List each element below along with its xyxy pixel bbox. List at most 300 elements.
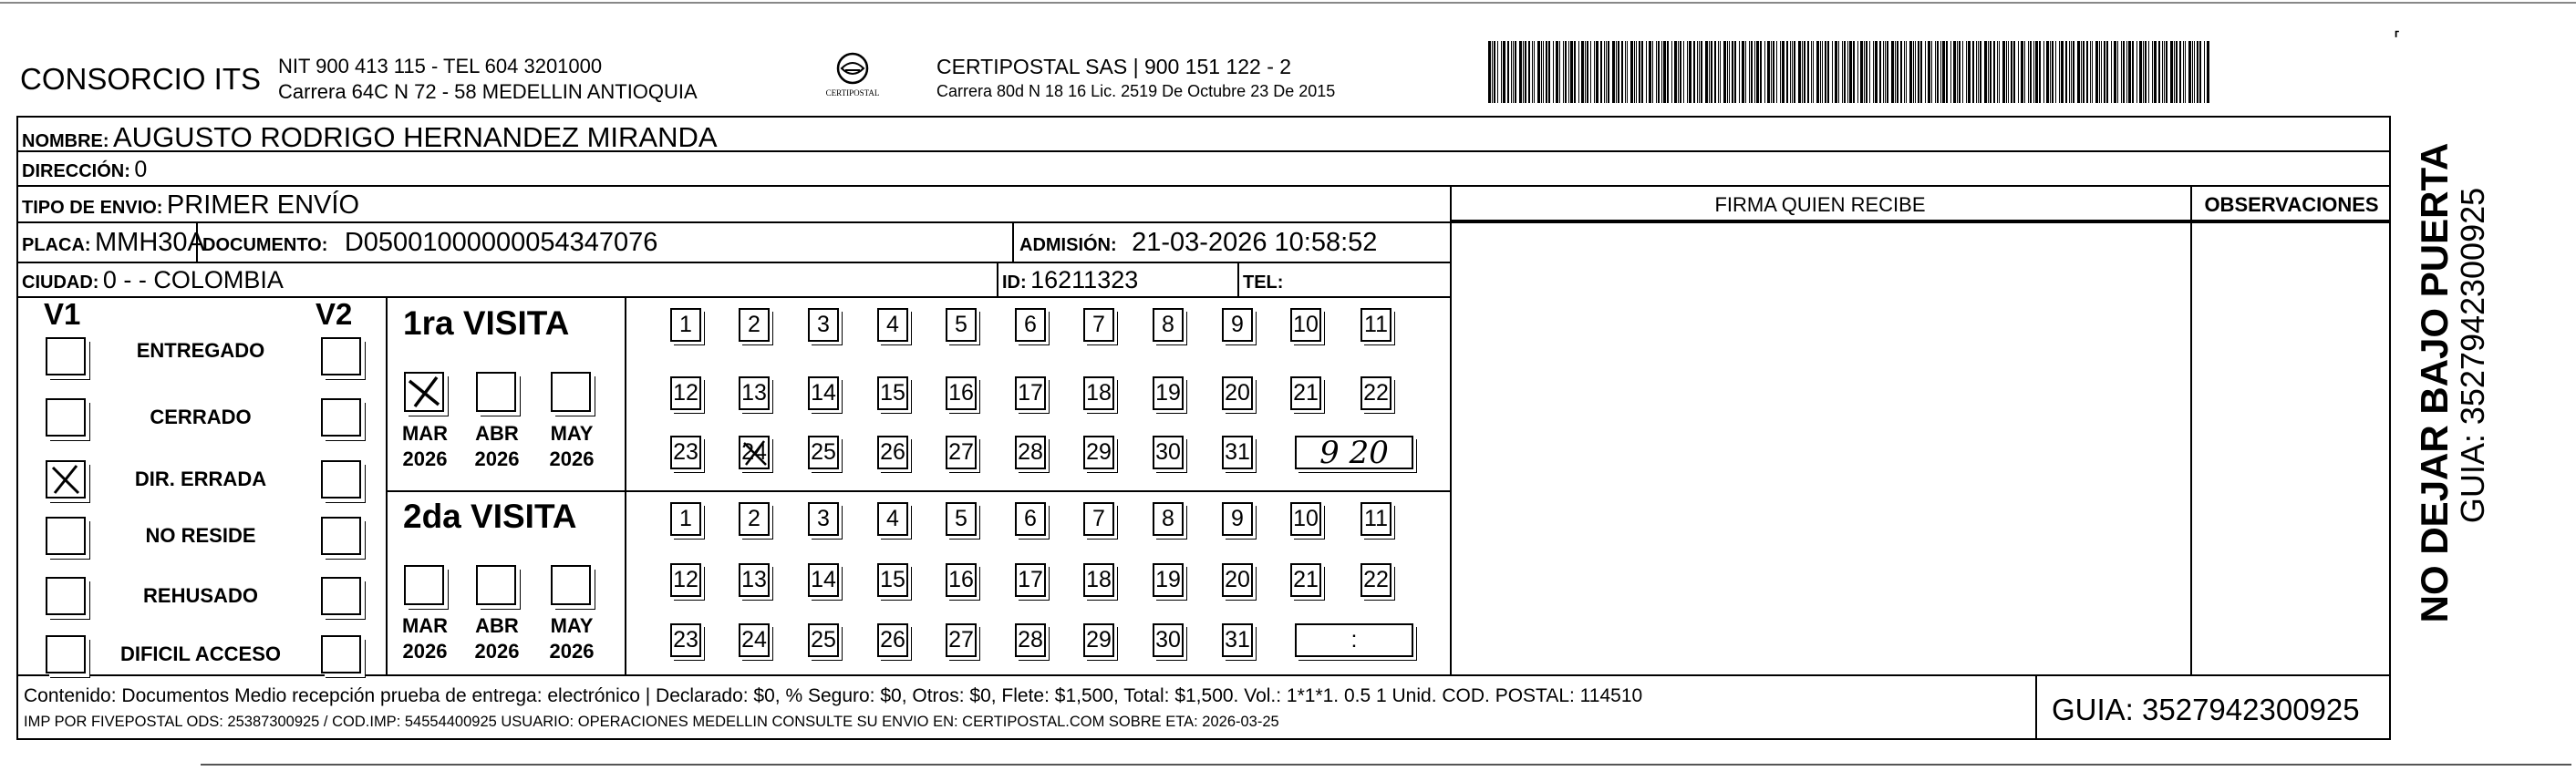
day-box[interactable] [808,308,839,342]
barcode-bar [1860,41,1863,103]
barcode-bar [2128,41,2131,103]
v1-checkbox[interactable] [46,635,86,673]
barcode-bar [1920,41,1922,103]
status-label: ENTREGADO [136,339,265,362]
day-box[interactable] [1153,436,1184,469]
day-box[interactable] [877,623,908,657]
barcode-bar [2207,41,2209,103]
barcode-bar [1966,41,1967,103]
second-visit-title: 2da VISITA [403,498,577,535]
barcode-bar [1739,41,1740,103]
barcode-bar [1925,41,1926,103]
barcode-bar [1857,41,1858,103]
v2-header: V2 [316,297,353,331]
day-number: 15 [880,567,905,592]
barcode-bar [1548,41,1550,103]
day-box[interactable] [670,436,701,469]
barcode-bar [1895,41,1896,103]
barcode-bar [1825,41,1826,103]
barcode-bar [1553,41,1554,103]
day-box[interactable] [1360,502,1391,536]
day-box[interactable] [1153,623,1184,657]
barcode-bar [2024,41,2025,103]
barcode-bar [1807,41,1809,103]
day-number: 3 [817,506,830,531]
barcode-bar [1962,41,1963,103]
day-box[interactable] [1222,376,1253,410]
barcode-bar [1671,41,1672,103]
admision-label: ADMISIÓN: [1019,235,1117,255]
day-box[interactable] [877,376,908,410]
barcode-bar [1581,41,1584,103]
barcode-bar [1832,41,1833,103]
month-name: ABR [475,614,519,637]
barcode-bar [2013,41,2015,103]
v2-checkbox[interactable] [321,398,361,437]
day-number: 4 [886,312,899,337]
barcode-bar [1565,41,1567,103]
barcode-bar [1790,41,1791,103]
placa-label: PLACA: [22,235,91,255]
barcode-bar [1913,41,1914,103]
day-number: 10 [1293,312,1319,337]
day-box[interactable] [1015,563,1046,597]
day-number: 27 [948,627,974,653]
barcode-bar [1842,41,1843,103]
v1-checkbox[interactable] [46,577,86,615]
barcode-bar [1604,41,1605,103]
day-box[interactable] [1083,623,1114,657]
barcode-bar [2143,41,2144,103]
barcode-bar [1940,41,1941,103]
day-number: 7 [1092,312,1105,337]
day-box[interactable] [1015,376,1046,410]
day-box[interactable] [1015,623,1046,657]
barcode-bar [2152,41,2153,103]
barcode-bar [2052,41,2054,103]
day-number: 18 [1086,380,1112,406]
barcode-bar [1909,41,1912,103]
month-checkbox[interactable] [404,565,444,605]
day-number: 31 [1225,439,1250,465]
barcode-bar [2174,41,2175,103]
day-box[interactable] [1083,308,1114,342]
barcode-bar [1988,41,1989,103]
day-box[interactable] [670,308,701,342]
barcode-bar [2106,41,2108,103]
barcode-bar [2185,41,2186,103]
barcode-bar [2071,41,2072,103]
day-number: 14 [811,567,836,592]
barcode-bar [1864,41,1865,103]
barcode-bar [2077,41,2080,103]
month-year: 2026 [402,640,448,663]
tipo-envio-label: TIPO DE ENVIO: [22,198,163,218]
barcode-bar [1494,41,1495,103]
v2-checkbox[interactable] [321,635,361,673]
day-box[interactable] [1222,623,1253,657]
barcode-bar [1618,41,1619,103]
day-number: 22 [1363,567,1389,592]
day-box[interactable] [1222,502,1253,536]
barcode-bar [1523,41,1524,103]
barcode-bar [1729,41,1730,103]
barcode-bar [2050,41,2051,103]
day-box[interactable] [1083,502,1114,536]
day-number: 5 [955,506,967,531]
barcode-bar [1687,41,1688,103]
day-number: 23 [673,439,698,465]
day-number: 13 [741,380,767,406]
day-box[interactable] [1290,308,1321,342]
day-box[interactable] [1290,563,1321,597]
barcode-bar [1984,41,1987,103]
barcode-bar [1492,41,1493,103]
day-number: 20 [1225,567,1250,592]
barcode-bar [1942,41,1945,103]
barcode-bar [2011,41,2012,103]
corner-mark: ⸢ [2394,29,2401,49]
day-box[interactable] [739,436,770,469]
day-number: 5 [955,312,967,337]
day-box[interactable] [1222,308,1253,342]
barcode-bar [2099,41,2100,103]
barcode-bar [1957,41,1958,103]
barcode-bar [2008,41,2009,103]
barcode-bar [1587,41,1588,103]
barcode-bar [1811,41,1812,103]
barcode-bar [1596,41,1598,103]
barcode-bar [1658,41,1660,103]
barcode-bar [1616,41,1617,103]
day-number: 8 [1162,312,1174,337]
day-box[interactable] [946,563,977,597]
documento-value: D05001000000054347076 [344,228,658,257]
barcode-bar [1820,41,1821,103]
v1-checkbox[interactable] [46,460,86,499]
day-box[interactable] [1222,563,1253,597]
day-number: 26 [880,439,905,465]
documento-label: DOCUMENTO: [202,235,328,255]
day-box[interactable] [739,308,770,342]
day-box[interactable] [1222,436,1253,469]
time-placeholder: : [1350,627,1358,653]
barcode-bar [1782,41,1785,103]
barcode-bar [1792,41,1793,103]
barcode-bar [1794,41,1795,103]
barcode-bar [1646,41,1647,103]
barcode-bar [1680,41,1681,103]
day-box[interactable] [808,376,839,410]
day-box[interactable] [1015,308,1046,342]
barcode-bar [1786,41,1788,103]
barcode-bar [1625,41,1626,103]
barcode-bar [2123,41,2125,103]
day-box[interactable] [670,563,701,597]
barcode-bar [2158,41,2160,103]
admision-value: 21-03-2026 10:58:52 [1132,228,1378,257]
day-box[interactable] [877,308,908,342]
day-box[interactable] [808,502,839,536]
side-guia: GUIA: 3527942300925 [2454,187,2491,524]
day-number: 9 [1231,506,1244,531]
company-nit: NIT 900 413 115 - TEL 604 3201000 [278,55,603,77]
day-box[interactable] [946,376,977,410]
barcode-bar [2073,41,2074,103]
barcode-bar [2183,41,2184,103]
day-number: 8 [1162,506,1174,531]
month-label [540,613,604,664]
barcode-bar [2162,41,2163,103]
day-box[interactable] [946,436,977,469]
barcode-bar [2069,41,2070,103]
barcode-bar [1709,41,1710,103]
barcode-bar [1563,41,1564,103]
v2-checkbox[interactable] [321,337,361,375]
barcode-bar [2114,41,2116,103]
barcode-bar [1574,41,1576,103]
bottom-border [201,764,2571,766]
barcode-bar [1537,41,1540,103]
barcode-bar [1976,41,1977,103]
day-number: 14 [811,380,836,406]
barcode-bar [1875,41,1878,103]
day-box[interactable] [1015,502,1046,536]
day-box[interactable] [1083,376,1114,410]
barcode-bar [2199,41,2201,103]
barcode-bar [1838,41,1839,103]
day-box[interactable] [739,502,770,536]
check-x-icon [47,462,84,497]
day-box[interactable] [1153,308,1184,342]
day-number: 26 [880,627,905,653]
day-number: 2 [748,506,760,531]
barcode-bar [1953,41,1956,103]
barcode-bar [1515,41,1516,103]
day-box[interactable] [946,502,977,536]
day-box[interactable] [808,436,839,469]
barcode-bar [2170,41,2173,103]
barcode-bar [2154,41,2157,103]
barcode-bar [2033,41,2034,103]
barcode-bar [1590,41,1591,103]
day-box[interactable] [1290,376,1321,410]
placa-value: MMH30A [95,228,205,257]
day-number: 22 [1363,380,1389,406]
barcode-bar [1900,41,1902,103]
month-label [540,421,604,472]
day-number: 17 [1018,567,1043,592]
barcode-bar [1869,41,1870,103]
day-box[interactable] [808,563,839,597]
day-box[interactable] [1153,376,1184,410]
v2-checkbox[interactable] [321,577,361,615]
barcode-bar [1885,41,1886,103]
v1-checkbox[interactable] [46,517,86,555]
barcode-bar [2028,41,2029,103]
day-number: 20 [1225,380,1250,406]
day-number: 4 [886,506,899,531]
day-box[interactable] [877,502,908,536]
barcode-bar [1636,41,1637,103]
guia-footer: GUIA: 3527942300925 [2052,693,2360,726]
day-box[interactable] [739,563,770,597]
barcode-bar [1802,41,1803,103]
day-box[interactable] [670,623,701,657]
v2-checkbox[interactable] [321,460,361,499]
day-number: 21 [1293,380,1319,406]
month-checkbox[interactable] [551,565,591,605]
day-box[interactable] [1360,376,1391,410]
day-number: 24 [741,627,767,653]
day-box[interactable] [877,563,908,597]
barcode-bar [1594,41,1595,103]
barcode-bar [1639,41,1640,103]
barcode-bar [1915,41,1916,103]
barcode-bar [2030,41,2032,103]
barcode-bar [1501,41,1502,103]
day-number: 17 [1018,380,1043,406]
certipostal-logo [816,50,889,105]
day-box[interactable] [1153,563,1184,597]
barcode-bar [2192,41,2193,103]
barcode-bar [1853,41,1855,103]
day-number: 13 [741,567,767,592]
observaciones-header: OBSERVACIONES [2204,193,2379,216]
barcode-bar [1699,41,1700,103]
day-box[interactable] [946,623,977,657]
day-number: 1 [679,312,692,337]
day-box[interactable] [739,623,770,657]
day-box[interactable] [877,436,908,469]
barcode-bar [2145,41,2147,103]
barcode-bar [1776,41,1777,103]
day-box[interactable] [670,376,701,410]
barcode-bar [2035,41,2038,103]
barcode-bar [1528,41,1530,103]
barcode-bar [2046,41,2049,103]
check-x-icon [406,374,442,410]
barcode-bar [2204,41,2205,103]
barcode-bar [1689,41,1691,103]
day-box[interactable] [1290,502,1321,536]
v1-checkbox[interactable] [46,398,86,437]
barcode-bar [2179,41,2181,103]
day-box[interactable] [670,502,701,536]
day-box[interactable] [1360,308,1391,342]
day-box[interactable] [1083,563,1114,597]
day-number: 31 [1225,627,1250,653]
barcode-bar [2043,41,2044,103]
ciudad-label: CIUDAD: [22,272,99,293]
barcode-bar [2081,41,2082,103]
barcode-bar [1891,41,1894,103]
day-number: 24 [741,439,767,465]
barcode-bar [1816,41,1819,103]
barcode-bar [2104,41,2105,103]
barcode-bar [2166,41,2167,103]
barcode-bar [1507,41,1509,103]
barcode-bar [1621,41,1623,103]
barcode-bar [1866,41,1867,103]
barcode-bar [1532,41,1533,103]
day-box[interactable] [739,376,770,410]
v1-header: V1 [44,297,81,331]
barcode-bar [1804,41,1805,103]
barcode-bar [1711,41,1712,103]
month-year: 2026 [549,447,595,470]
barcode-bar [1559,41,1560,103]
day-box[interactable] [1360,563,1391,597]
day-number: 25 [811,627,836,653]
barcode-bar [1883,41,1884,103]
barcode-bar [1497,41,1498,103]
barcode-bar [1578,41,1579,103]
barcode-bar [1543,41,1544,103]
barcode-bar [2121,41,2122,103]
v1-checkbox[interactable] [46,337,86,375]
barcode-bar [2139,41,2142,103]
day-number: 18 [1086,567,1112,592]
barcode-bar [1513,41,1514,103]
day-box[interactable] [946,308,977,342]
barcode-bar [2021,41,2023,103]
barcode-bar [2136,41,2137,103]
barcode-bar [1697,41,1698,103]
barcode-bar [1612,41,1615,103]
day-number: 19 [1155,567,1181,592]
day-number: 2 [748,312,760,337]
time-box[interactable] [1295,436,1413,469]
v2-checkbox[interactable] [321,517,361,555]
barcode-bar [1600,41,1602,103]
month-name: ABR [475,422,519,445]
direccion-label: DIRECCIÓN: [22,161,130,181]
month-name: MAY [550,614,594,637]
day-box[interactable] [1015,436,1046,469]
day-box[interactable] [1083,436,1114,469]
status-label: DIFICIL ACCESO [119,642,281,665]
first-visit-title: 1ra VISITA [403,304,570,342]
barcode-bar [2055,41,2056,103]
barcode-bar [1570,41,1573,103]
day-number: 7 [1092,506,1105,531]
month-checkbox[interactable] [404,372,444,412]
barcode-bar [1993,41,1995,103]
month-checkbox[interactable] [551,372,591,412]
status-label: REHUSADO [143,584,258,607]
contenido-text: Contenido: Documentos Medio recepción prueba de entrega: electrónico | Declarado: $0, % Seguro: $0, Otros: $0, Flete: $1,500, Total: $1,500. Vol.: 1*1*1. 0.5 1 Unid. COD. POSTAL: 114510 [24,685,1643,706]
status-label: DIR. ERRADA [134,468,267,490]
day-box[interactable] [808,623,839,657]
barcode-bar [1732,41,1733,103]
nombre-value: AUGUSTO RODRIGO HERNANDEZ MIRANDA [113,121,718,153]
day-number: 11 [1364,506,1388,531]
company-name: CONSORCIO ITS [20,62,262,96]
month-checkbox[interactable] [476,372,516,412]
day-box[interactable] [1153,502,1184,536]
barcode-bar [1661,41,1662,103]
tipo-envio-value: PRIMER ENVÍO [166,190,360,220]
time-box[interactable] [1295,623,1413,657]
barcode-bar [1767,41,1770,103]
barcode-bar [1972,41,1974,103]
month-checkbox[interactable] [476,565,516,605]
barcode-bar [2002,41,2005,103]
barcode-bar [2095,41,2098,103]
month-year: 2026 [402,447,448,470]
day-number: 29 [1086,439,1112,465]
